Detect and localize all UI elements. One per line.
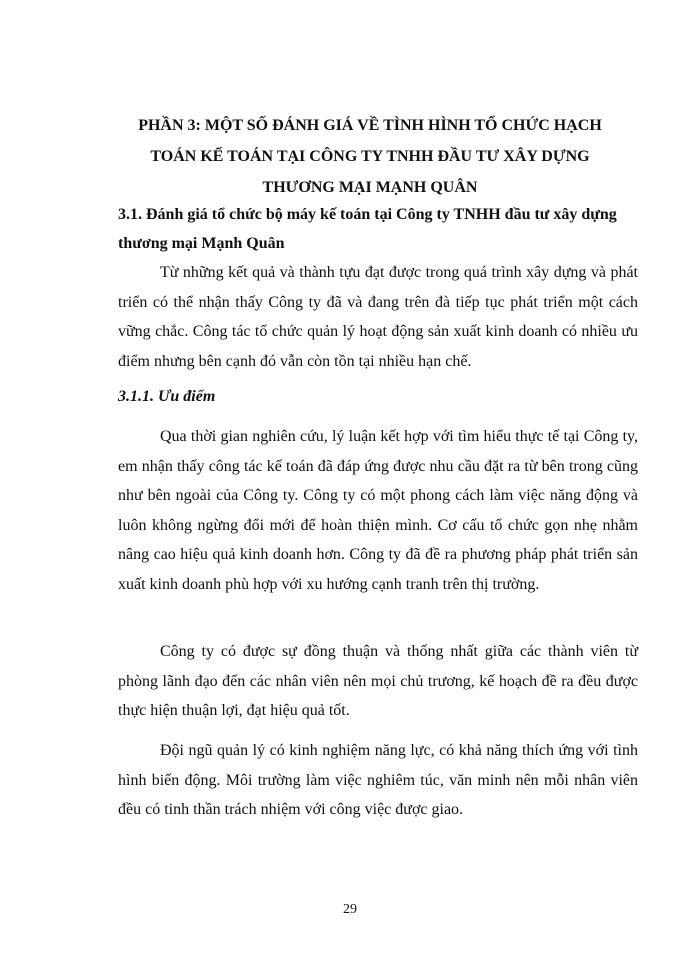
chapter-title-line: TOÁN KẾ TOÁN TẠI CÔNG TY TNHH ĐẦU TƯ XÂY DỰNG (150, 148, 590, 165)
subsection-heading: 3.1.1. Ưu điểm (118, 388, 216, 405)
body-paragraph: Từ những kết quả và thành tựu đạt được trong quá trình xây dựng và phát triển có thể nhận thấy Công ty đã và đang trên đà tiếp tục phát triển một cách vững chắc. Công tác tổ chức quản lý hoạt động sản xuất kinh doanh có nhiều ưu điểm nhưng bên cạnh đó vẫn còn tồn tại nhiều hạn chế. (118, 264, 638, 370)
chapter-title (100, 110, 640, 203)
chapter-title-line: THƯƠNG MẠI MẠNH QUÂN (262, 179, 478, 196)
body-paragraph: Công ty có được sự đồng thuận và thống nhất giữa các thành viên từ phòng lãnh đạo đến các nhân viên nên mọi chủ trương, kế hoạch đề ra đều được thực hiện thuận lợi, đạt hiệu quả tốt. (118, 643, 638, 719)
section-heading: 3.1. Đánh giá tổ chức bộ máy kế toán tại Công ty TNHH đầu tư xây dựng thương mại Mạnh Quân (118, 206, 617, 252)
chapter-title-line: PHẦN 3: MỘT SỐ ĐÁNH GIÁ VỀ TÌNH HÌNH TỔ CHỨC HẠCH (138, 117, 602, 134)
body-paragraph: Qua thời gian nghiên cứu, lý luận kết hợp với tìm hiểu thực tế tại Công ty, em nhận thấy công tác kế toán đã đáp ứng được nhu cầu đặt ra từ bên trong cũng như bên ngoài của Công ty. Công ty có một phong cách làm việc năng động và luôn không ngừng đổi mới để hoàn thiện mình. Cơ cấu tổ chức gọn nhẹ nhằm nâng cao hiệu quả kinh doanh hơn. Công ty đã đề ra phương pháp phát triển sản xuất kinh doanh phù hợp với xu hướng cạnh tranh trên thị trường. (118, 428, 638, 593)
page-number: 29 (343, 902, 357, 917)
body-paragraph: Đội ngũ quản lý có kinh nghiệm năng lực, có khả năng thích ứng với tình hình biến động. Môi trường làm việc nghiêm túc, văn minh nên mỗi nhân viên đều có tinh thần trách nhiệm với công việc được giao. (118, 742, 638, 818)
